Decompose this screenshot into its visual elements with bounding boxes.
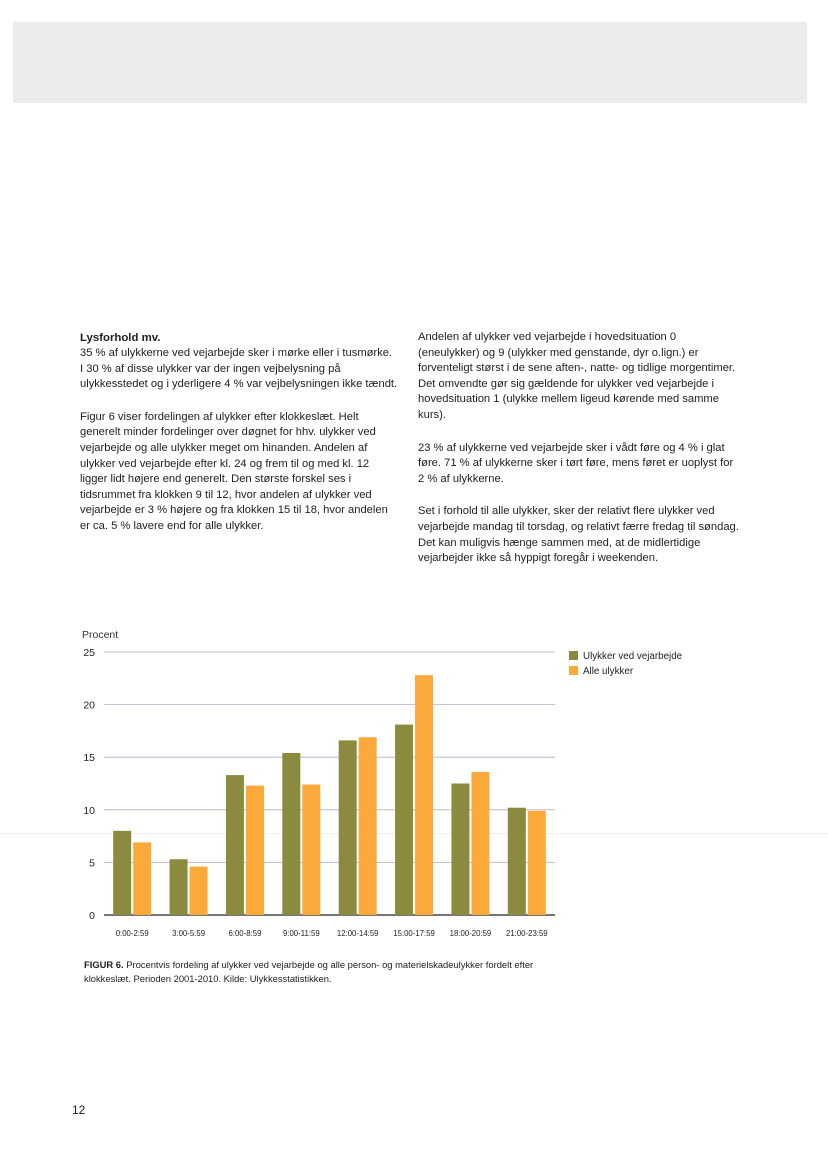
legend-label: Ulykker ved vejarbejde — [583, 651, 683, 662]
bar — [302, 785, 320, 915]
bar — [359, 737, 377, 915]
paragraph: Figur 6 viser fordelingen af ulykker efter klokkeslæt. Helt generelt minder fordelinger over døgnet for hhv. ulykker ved vejarbejde og alle ulykker meget om hinanden. Andelen af ulykker ved vejarbejde efter kl. 24 og frem til og med kl. 12 ligger lidt højere end generelt. Den største forskel ses i tidsrummet fra klokken 9 til 12, hvor andelen af ulykker ved vejarbejde er 3 % højere og fra klokken 15 til 18, hvor andelen er ca. 5 % lavere end for alle ulykker. — [80, 410, 388, 532]
bar — [528, 811, 546, 915]
legend-label: Alle ulykker — [583, 666, 634, 677]
bar — [415, 675, 433, 915]
paragraph: 23 % af ulykkerne ved vejarbejde sker i vådt føre og 4 % i glat føre. 71 % af ulykkerne sker i tørt føre, mens føret er uoplyst for 2 % af ulykkerne. — [418, 441, 734, 485]
x-tick-label: 3:00-5:59 — [172, 929, 206, 938]
x-tick-label: 6:00-8:59 — [228, 929, 262, 938]
x-tick-label: 12:00-14:59 — [336, 929, 379, 938]
bar — [471, 772, 489, 915]
paragraph: Set i forhold til alle ulykker, sker der relativt flere ulykker ved vejarbejde mandag til torsdag, og relativt færre fredag til søndag. Det kan muligvis hænge sammen med, at de midlertidige vejarbejder ikke så hyppigt foregår i weekenden. — [418, 505, 739, 565]
x-tick-label: 9:00-11:59 — [282, 929, 320, 938]
y-tick-label: 10 — [83, 804, 95, 817]
left-column — [80, 330, 398, 552]
right-column — [418, 330, 740, 584]
page-number: 12 — [72, 1103, 86, 1117]
bar — [451, 784, 469, 916]
figure-caption — [84, 958, 564, 986]
y-tick-label: 15 — [83, 752, 95, 765]
bar — [246, 786, 264, 915]
bar — [113, 831, 131, 915]
section-heading: Lysforhold mv. — [80, 332, 161, 344]
y-tick-label: 5 — [89, 857, 95, 870]
bar — [395, 725, 413, 915]
legend-swatch — [569, 666, 578, 675]
scan-artifact-line — [0, 833, 828, 834]
y-tick-label: 25 — [83, 647, 95, 659]
x-tick-label: 0:00-2:59 — [115, 929, 149, 938]
y-tick-label: 0 — [89, 910, 95, 922]
caption-text: Procentvis fordeling af ulykker ved vejarbejde og alle person- og materielskadeulykker fordelt efter klokkeslæt. Perioden 2001-2010. Kilde: Ulykkesstatistikken. — [84, 959, 534, 984]
bar — [133, 842, 151, 915]
paragraph: Andelen af ulykker ved vejarbejde i hovedsituation 0 (eneulykker) og 9 (ulykker med genstande, dyr o.lign.) er forventeligt størst i de sene aften-, natte- og tidlige morgentimer. Det omvendte gør sig gældende for ulykker ved vejarbejde i hovedsituation 1 (ulykke mellem ligeud kørende med samme kurs). — [418, 331, 736, 421]
header-band — [13, 22, 807, 103]
bar — [190, 867, 208, 915]
legend-swatch — [569, 651, 578, 660]
y-tick-label: 20 — [83, 699, 95, 712]
paragraph: 35 % af ulykkerne ved vejarbejde sker i mørke eller i tusmørke. I 30 % af disse ulykker var der ingen vejbelysning på ulykkesstedet og i yderligere 4 % var vejbelysningen ikke tændt. — [80, 347, 398, 391]
y-axis-label: Procent — [82, 629, 119, 641]
x-tick-label: 15:00-17:59 — [393, 929, 435, 938]
bar — [339, 740, 357, 915]
figure-label: FIGUR 6. — [84, 959, 124, 970]
bar — [170, 859, 188, 915]
bar — [226, 775, 244, 915]
x-tick-label: 18:00-20:59 — [449, 929, 492, 938]
x-tick-label: 21:00-23:59 — [506, 929, 548, 938]
bar — [508, 808, 526, 915]
